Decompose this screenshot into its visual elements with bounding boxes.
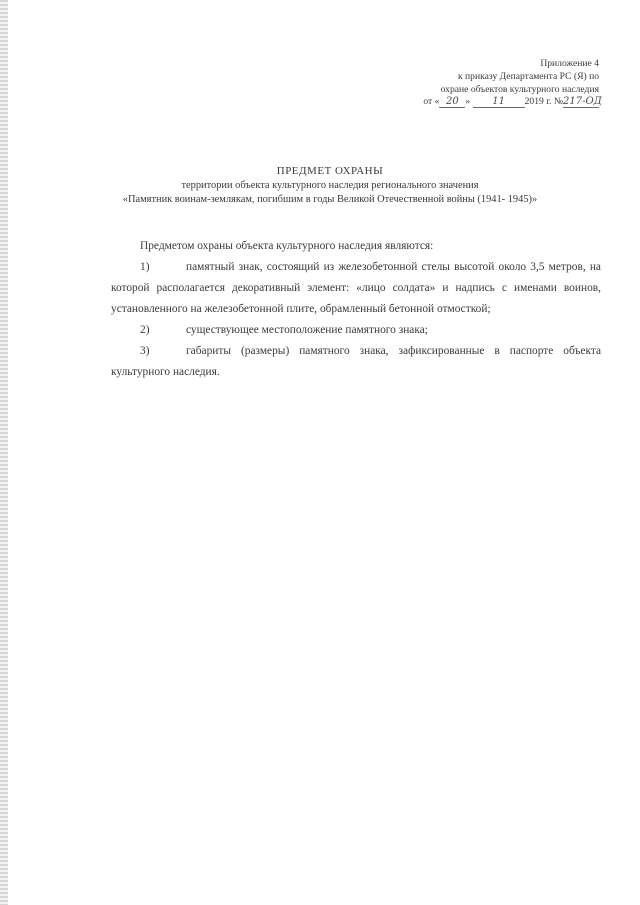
date-year: 2019 г. № xyxy=(524,96,563,108)
list-item-number: 1) xyxy=(140,261,150,273)
list-item xyxy=(111,341,601,383)
date-prefix: от « xyxy=(423,96,440,108)
intro-paragraph: Предметом охраны объекта культурного наследия являются: xyxy=(140,240,434,252)
date-separator: » xyxy=(465,96,471,108)
order-number: 217-ОД xyxy=(563,96,602,108)
list-item-number: 3) xyxy=(140,345,150,357)
title-block xyxy=(60,165,600,206)
appendix-line-3: охране объектов культурного наследия xyxy=(440,83,599,95)
date-day: 20 xyxy=(439,96,465,108)
list-item-number: 2) xyxy=(140,324,150,336)
document-title: ПРЕДМЕТ ОХРАНЫ xyxy=(276,165,384,177)
scan-edge-artifact xyxy=(0,0,8,905)
appendix-line-1: Приложение 4 xyxy=(540,58,599,69)
list-item-text: памятный знак, состоящий из железобетонной стелы высотой около 3,5 метров, на которой располагается декоративный элемент: «лицо солдата» и надпись с именами воинов, установленного на железобетонной плите, обрамленный бетонной отмосткой; xyxy=(111,261,601,315)
subtitle-line-2: «Памятник воинам-землякам, погибшим в годы Великой Отечественной войны (1941- 1945)» xyxy=(122,193,538,205)
appendix-date-line xyxy=(339,96,602,109)
appendix-line-2: к приказу Департамента РС (Я) по xyxy=(457,70,599,82)
list-item xyxy=(111,257,601,320)
subtitle-line-1: территории объекта культурного наследия регионального значения xyxy=(181,180,479,191)
list-item-text: существующее местоположение памятного знака; xyxy=(186,324,428,336)
document-body xyxy=(111,236,601,383)
date-month: 11 xyxy=(473,96,525,108)
appendix-header xyxy=(339,58,602,109)
list-item-text: габариты (размеры) памятного знака, зафиксированные в паспорте объекта культурного наследия. xyxy=(111,345,601,378)
list-item xyxy=(111,320,601,341)
